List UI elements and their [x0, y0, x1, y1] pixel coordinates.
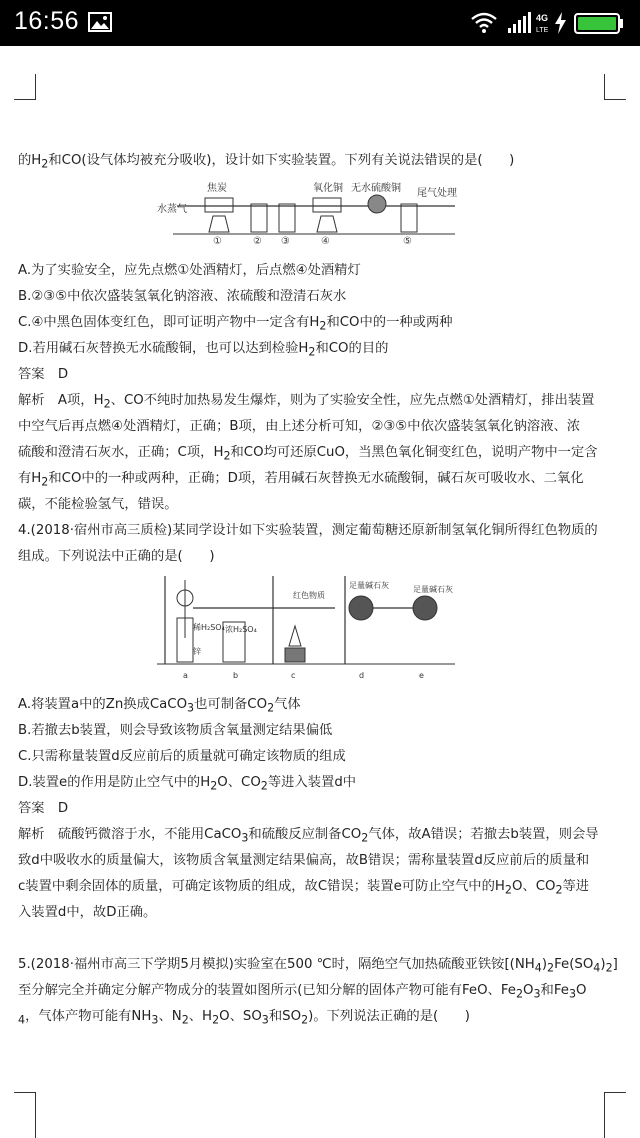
- label-anhydrous-cuso4: 无水硫酸铜: [351, 183, 401, 194]
- crop-mark-bottom-left: [14, 1092, 36, 1138]
- label-coke: 焦炭: [207, 183, 227, 194]
- text-line: 硫酸和澄清石灰水，正确；C项，$H_2$和CO均可还原CuO，当黑色氧化铜变红色，说明产物中一定含: [18, 445, 598, 463]
- text-line: 致d中吸收水的质量偏大，该物质含氧量测定结果偏高，故B错误；需称量装置d反应前后的质量和: [18, 853, 590, 868]
- text-line: D.若用碱石灰替换无水硫酸铜，也可以达到检验$H_2$和CO的目的: [18, 341, 389, 359]
- apparatus-figure-2: [155, 568, 465, 686]
- text-line: 4.(2018·宿州市高三质检)某同学设计如下实验装置，测定葡萄糖还原新制氢氧化铜所得红色物质的: [18, 523, 598, 538]
- label-steam: 水蒸气: [157, 204, 187, 215]
- text-line: 解析 硫酸钙微溶于水，不能用CaCO$_3$和硫酸反应制备$CO_2$气体，故A错误；若撤去b装置，则会导: [18, 827, 599, 845]
- label-n4: ④: [321, 236, 330, 247]
- label-n1: ①: [213, 236, 222, 247]
- label-copper-oxide: 氧化铜: [313, 183, 343, 194]
- crop-mark-bottom-right: [604, 1092, 626, 1138]
- label-dilute-h2so4: 稀H₂SO₄: [193, 623, 225, 632]
- label-d: d: [359, 671, 365, 680]
- text-line: 5.(2018·福州市高三下学期5月模拟)实验室在500 ℃时，隔绝空气加热硫酸亚铁铵$[(NH_4)_2Fe(SO_4)_2]$: [18, 957, 618, 975]
- label-n5: ⑤: [403, 236, 412, 247]
- signal-icon: [508, 12, 531, 33]
- crop-mark-top-right: [604, 74, 626, 100]
- crop-mark-top-left: [14, 74, 36, 100]
- label-n2: ②: [253, 236, 262, 247]
- charging-icon: [555, 12, 566, 34]
- label-c: c: [291, 671, 296, 680]
- text-line: 答案 D: [18, 801, 69, 816]
- text-line: 至分解完全并确定分解产物成分的装置如图所示(已知分解的固体产物可能有FeO、$Fe_2O_3$和$Fe_3O$: [18, 983, 587, 1001]
- text-line: A.将装置a中的Zn换成CaCO$_3$也可制备$CO_2$气体: [18, 697, 301, 715]
- text-line: A.为了实验安全，应先点燃①处酒精灯，后点燃④处酒精灯: [18, 263, 361, 278]
- text-line: 的$H_2$和CO(设气体均被充分吸收)，设计如下实验装置。下列有关说法错误的是( ): [18, 153, 515, 171]
- label-zn: 锌: [193, 647, 201, 656]
- label-red-substance: 红色物质: [293, 591, 325, 600]
- svg-text:LTE: LTE: [536, 27, 549, 34]
- label-n3: ③: [281, 236, 290, 247]
- text-line: D.装置e的作用是防止空气中的$H_2O$、$CO_2$等进入装置d中: [18, 775, 357, 793]
- label-soda-lime-e: 足量碱石灰: [413, 585, 453, 594]
- image-notification-icon: [88, 12, 112, 32]
- label-e: e: [419, 671, 424, 680]
- text-line: 有$H_2$和CO中的一种或两种，正确；D项，若用碱石灰替换无水硫酸铜，碱石灰可吸收水、二氧化: [18, 471, 584, 489]
- text-line: 碳，不能检验氢气，错误。: [18, 497, 178, 512]
- text-line: $_4$，气体产物可能有$NH_3$、$N_2$、$H_2O$、$SO_3$和$SO_2$)。下列说法正确的是( ): [18, 1009, 470, 1027]
- label-soda-lime-d: 足量碱石灰: [349, 581, 389, 590]
- apparatus-figure-1: [155, 176, 475, 248]
- text-line: 入装置d中，故D正确。: [18, 905, 157, 920]
- status-bar: [0, 0, 640, 46]
- text-line: B.②③⑤中依次盛装氢氧化钠溶液、浓硫酸和澄清石灰水: [18, 289, 347, 304]
- text-line: C.④中黑色固体变红色，即可证明产物中一定含有$H_2$和CO中的一种或两种: [18, 315, 453, 333]
- svg-text:4G: 4G: [536, 13, 549, 23]
- wifi-icon: [472, 14, 496, 33]
- text-line: B.若撤去b装置，则会导致该物质含氧量测定结果偏低: [18, 723, 333, 738]
- text-line: 答案 D: [18, 367, 69, 382]
- label-tail-gas: 尾气处理: [417, 188, 457, 199]
- text-line: C.只需称量装置d反应前后的质量就可确定该物质的组成: [18, 749, 346, 764]
- label-b: b: [233, 671, 239, 680]
- battery-icon: [575, 14, 623, 33]
- text-line: 组成。下列说法中正确的是( ): [18, 549, 215, 564]
- network-type-icon: [536, 13, 549, 34]
- label-a: a: [183, 671, 188, 680]
- text-line: 解析 A项，$H_2$、CO不纯时加热易发生爆炸，则为了实验安全性，应先点燃①处酒精灯，排出装置: [18, 393, 595, 411]
- text-line: c装置中剩余固体的质量，可确定该物质的组成，故C错误；装置e可防止空气中的$H_2O$、$CO_2$等进: [18, 879, 590, 897]
- label-conc-h2so4: 浓H₂SO₄: [225, 625, 257, 634]
- status-icons: [470, 10, 630, 36]
- status-time: 16:56: [14, 7, 80, 35]
- text-line: 中空气后再点燃④处酒精灯，正确；B项，由上述分析可知，②③⑤中依次盛装氢氧化钠溶液、浓: [18, 419, 581, 434]
